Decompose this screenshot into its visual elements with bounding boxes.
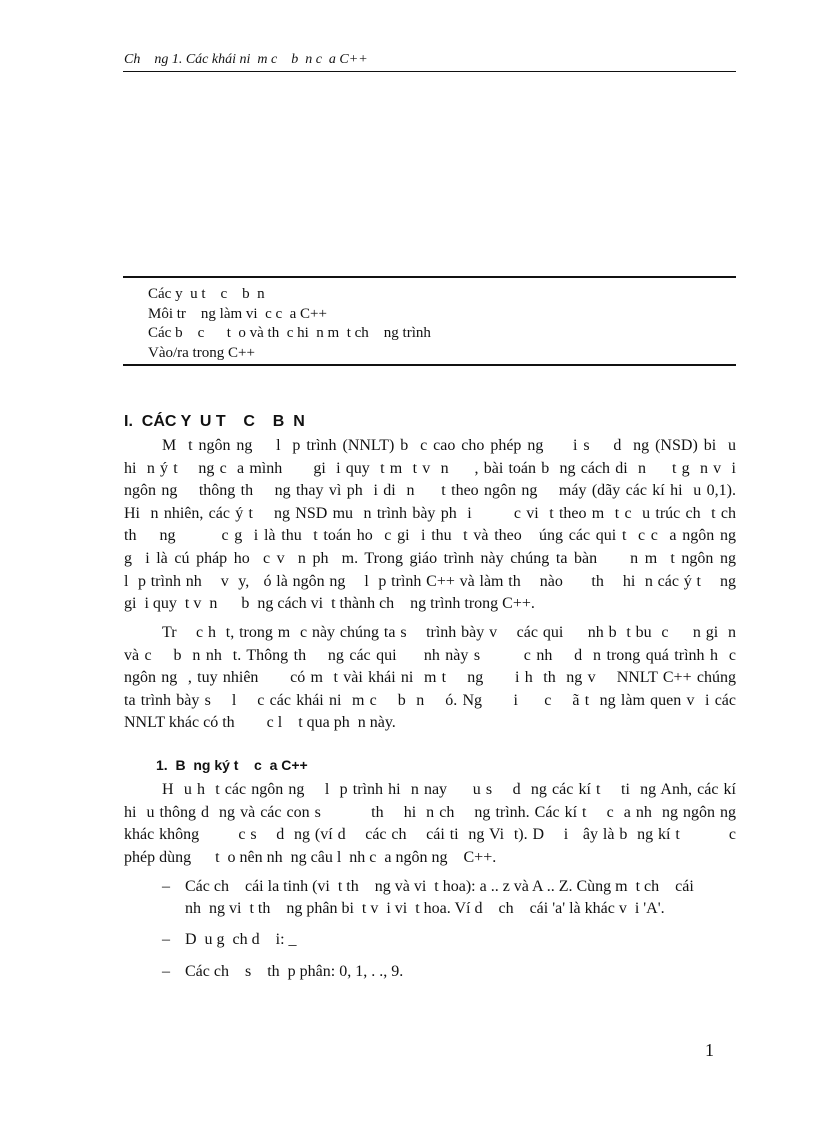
text-line: và c b n nh t. Thông th ng các qui nh này s c nh d n trong quá trình h c	[124, 646, 736, 664]
page-number: 1	[705, 1040, 714, 1060]
toc-top-rule	[123, 276, 736, 278]
bullet-text: Các ch cái la tinh (vi t th ng và vi t hoa): a .. z và A .. Z. Cùng m t ch cái	[185, 878, 694, 895]
chapter-contents-box	[148, 285, 431, 363]
text-line: NNLT khác có th c l t qua ph n này.	[124, 714, 396, 732]
text-line: hi n ý t ng c a mình gi i quy t m t v n , bài toán b ng cách di n t g n v i	[124, 459, 736, 477]
bullet-text: nh ng vi t th ng phân bi t v i vi t hoa. Ví d ch cái 'a' là khác v i 'A'.	[185, 900, 665, 917]
bullet-dash: –	[162, 878, 170, 895]
text-line: hi u thông d ng và các con s th hi n ch ng trình. Các kí t c a nh ng ngôn ng	[124, 803, 736, 821]
text-line: M t ngôn ng l p trình (NNLT) b c cao cho phép ng i s d ng (NSD) bi u	[162, 437, 736, 454]
toc-item: Các b c t o và th c hi n m t ch ng trình	[148, 325, 431, 341]
toc-bottom-rule	[123, 364, 736, 366]
paragraph-second	[124, 622, 736, 735]
text-line: l p trình nh v y, ó là ngôn ng l p trình C++ và làm th nào th hi n các ý t ng	[124, 572, 736, 590]
text-line: ngôn ng , tuy nhiên có m t vài khái ni m t ng i h th ng v NNLT C++ chúng	[124, 669, 736, 687]
subsection-heading: 1. B ng ký t c a C++	[156, 757, 308, 773]
toc-item: Các y u t c b n	[148, 286, 265, 302]
toc-item: Vào/ra trong C++	[148, 344, 255, 361]
text-line: gi i quy t v n b ng cách vi t thành ch ng trình trong C++.	[124, 595, 535, 613]
paragraph-intro	[124, 435, 736, 616]
bullet-dash: –	[162, 931, 170, 948]
text-line: khác không c s d ng (ví d các ch cái ti ng Vi t). D i ây là b ng kí t c	[124, 826, 736, 844]
text-line: ngôn ng thông th ng thay vì ph i di n t theo ngôn ng máy (dãy các kí hi u 0,1).	[124, 482, 736, 500]
toc-item: Môi tr ng làm vi c c a C++	[148, 305, 327, 322]
text-line: H u h t các ngôn ng l p trình hi n nay u s d ng các kí t ti ng Anh, các kí	[162, 781, 736, 798]
bullet-dash: –	[162, 963, 170, 980]
text-line: Tr c h t, trong m c này chúng ta s trình bày v các qui nh b t bu c n gi n	[162, 624, 736, 641]
bullet-text: D u g ch d i: _	[185, 931, 297, 948]
running-header: Ch ng 1. Các khái ni m c b n c a C++	[124, 52, 368, 67]
section-heading: I. CÁC Y U T C B N	[124, 413, 305, 430]
bullet-text: Các ch s th p phân: 0, 1, . ., 9.	[185, 963, 404, 980]
text-line: phép dùng t o nên nh ng câu l nh c a ngôn ng C++.	[124, 848, 497, 866]
text-line: Hi n nhiên, các ý t ng NSD mu n trình bày ph i c vi t theo m t c u trúc ch t ch	[124, 504, 736, 522]
text-line: ta trình bày s l c các khái ni m c b n ó. Ng i c ã t ng làm quen v i các	[124, 691, 736, 709]
paragraph-charset	[124, 779, 736, 869]
text-line: g i là cú pháp ho c v n ph m. Trong giáo trình này chúng ta bàn n m t ngôn ng	[124, 549, 736, 567]
text-line: th ng c g i là thu t toán ho c gi i thu t và theo úng các qui t c c a ngôn ng	[124, 527, 736, 545]
header-rule	[123, 71, 736, 72]
